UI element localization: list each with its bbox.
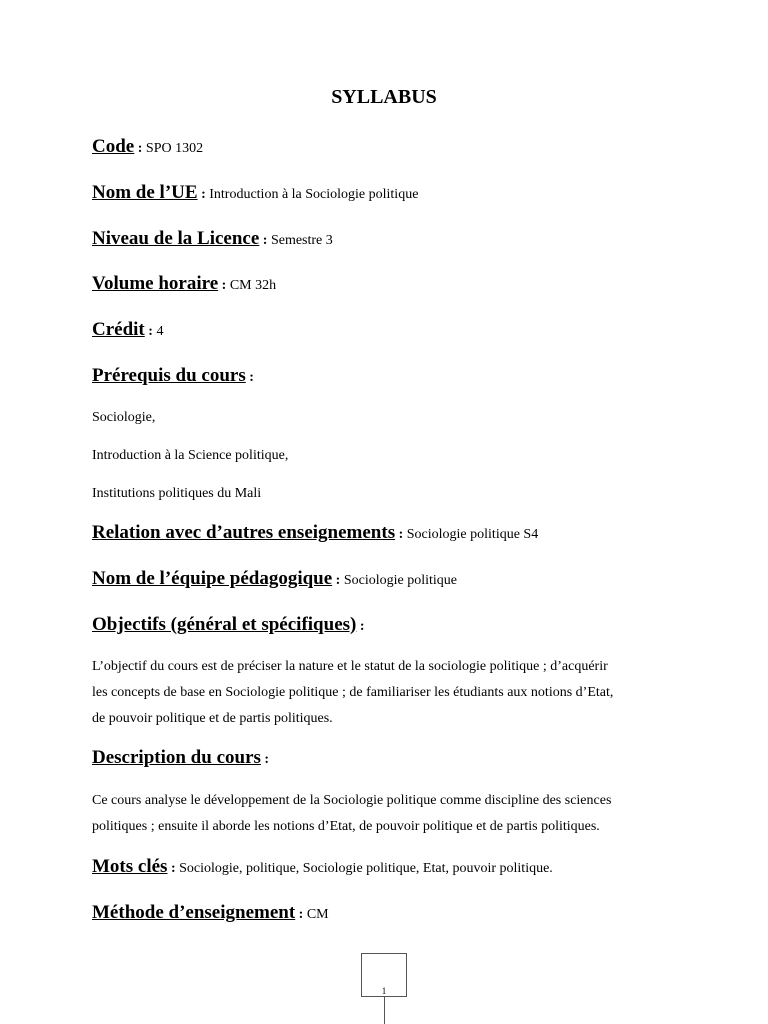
field-value: Sociologie, politique, Sociologie politique, Etat, pouvoir politique.: [179, 861, 553, 876]
description-paragraph: [92, 788, 676, 840]
prerequis-item: Sociologie,: [92, 410, 156, 425]
field-value: 4: [156, 324, 164, 339]
field-methode: Méthode d’enseignement : CM: [92, 902, 329, 923]
field-label: Volume horaire: [92, 273, 219, 294]
field-label: Niveau de la Licence: [92, 228, 260, 249]
field-equipe: Nom de l’équipe pédagogique : Sociologie politique: [92, 568, 457, 589]
field-mots-cles: Mots clés : Sociologie, politique, Sociologie politique, Etat, pouvoir politique.: [92, 856, 553, 877]
field-value: CM: [306, 907, 329, 922]
field-volume: Volume horaire : CM 32h: [92, 273, 277, 294]
field-objectifs: Objectifs (général et spécifiques) :: [92, 614, 365, 635]
field-niveau: Niveau de la Licence : Semestre 3: [92, 228, 333, 249]
paragraph-line: les concepts de base en Sociologie politique ; de familiariser les étudiants aux notions d’Etat,: [92, 685, 614, 700]
field-label: Objectifs (général et spécifiques): [92, 614, 357, 635]
document-title: SYLLABUS: [331, 86, 437, 108]
prerequis-item: Institutions politiques du Mali: [92, 486, 262, 501]
field-label: Code: [92, 136, 135, 157]
field-value: Semestre 3: [270, 233, 333, 248]
field-label: Prérequis du cours: [92, 365, 246, 386]
field-nom-ue: Nom de l’UE : Introduction à la Sociologie politique: [92, 182, 419, 203]
paragraph-line: L’objectif du cours est de préciser la nature et le statut de la sociologie politique ; d’acquérir: [92, 659, 608, 674]
field-value: CM 32h: [229, 278, 277, 293]
field-code: Code : SPO 1302: [92, 136, 204, 157]
field-value: Introduction à la Sociologie politique: [209, 187, 419, 202]
field-relation: Relation avec d’autres enseignements : Sociologie politique S4: [92, 522, 539, 543]
field-prerequis: Prérequis du cours :: [92, 365, 254, 386]
field-value: Sociologie politique: [343, 573, 457, 588]
field-description: Description du cours :: [92, 747, 270, 768]
field-label: Méthode d’enseignement: [92, 902, 296, 923]
field-label: Crédit: [92, 319, 145, 340]
field-label: Description du cours: [92, 747, 261, 768]
objectifs-paragraph: [92, 654, 676, 732]
page-number: 1: [381, 986, 387, 996]
field-credit: Crédit : 4: [92, 319, 164, 340]
field-label: Nom de l’équipe pédagogique: [92, 568, 333, 589]
field-label: Mots clés: [92, 856, 168, 877]
page-number-line: [384, 996, 385, 1024]
field-label: Nom de l’UE: [92, 182, 198, 203]
paragraph-line: politiques ; ensuite il aborde les notions d’Etat, de pouvoir politique et de partis politiques.: [92, 819, 600, 834]
paragraph-line: de pouvoir politique et de partis politiques.: [92, 711, 333, 726]
field-value: Sociologie politique S4: [406, 527, 539, 542]
paragraph-line: Ce cours analyse le développement de la Sociologie politique comme discipline des sciences: [92, 793, 612, 808]
prerequis-item: Introduction à la Science politique,: [92, 448, 289, 463]
field-label: Relation avec d’autres enseignements: [92, 522, 396, 543]
field-value: SPO 1302: [145, 141, 204, 156]
